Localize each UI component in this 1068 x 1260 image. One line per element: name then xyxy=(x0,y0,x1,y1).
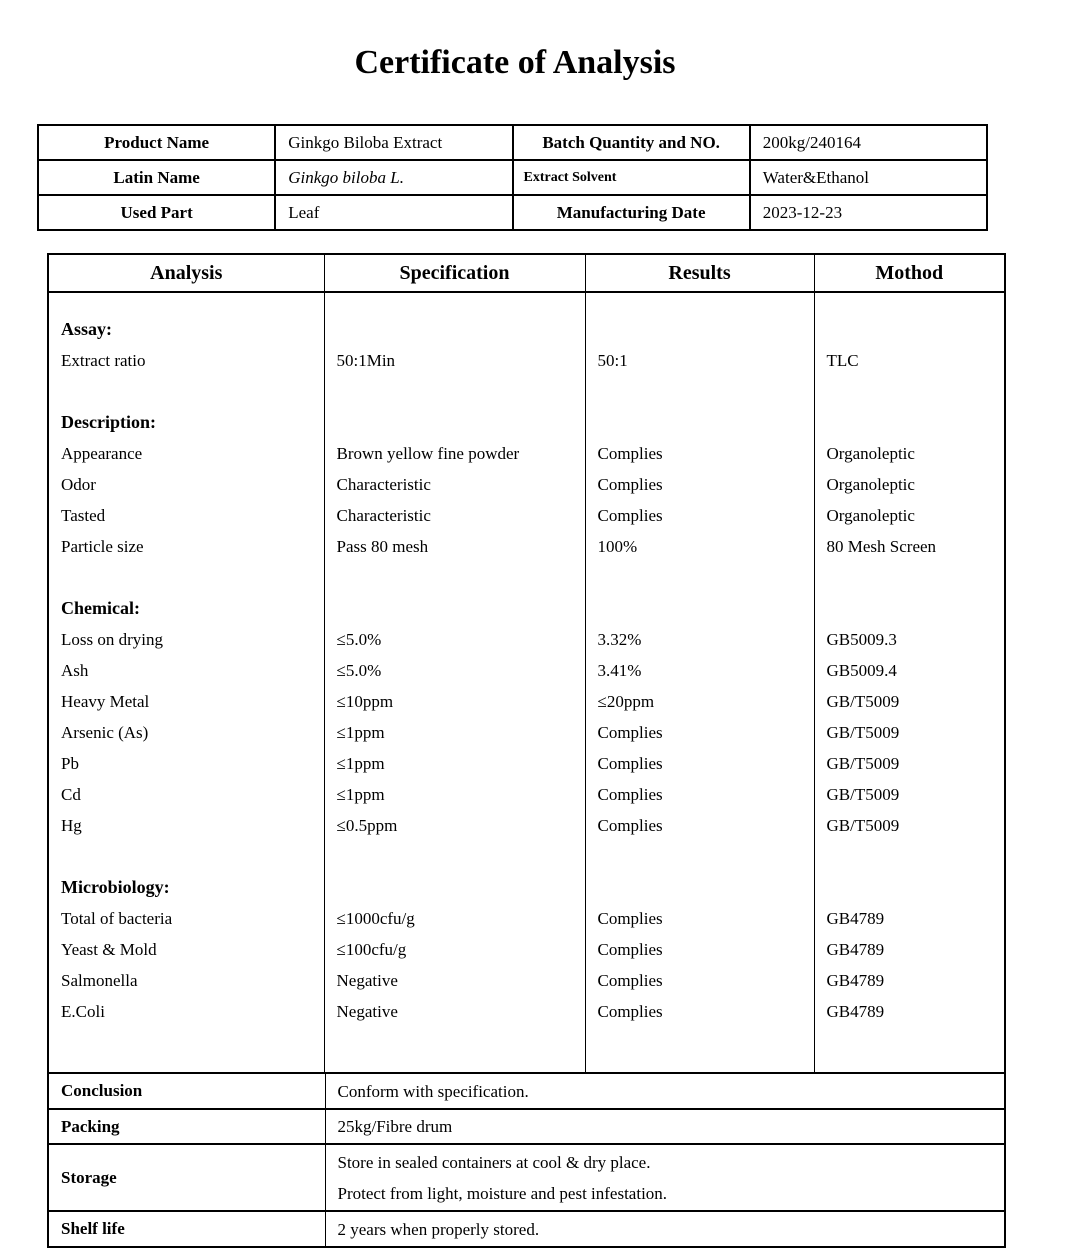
conclusion-row-value xyxy=(325,1073,1004,1109)
table-cell: ≤0.5ppm xyxy=(324,810,585,841)
table-cell: Negative xyxy=(324,996,585,1027)
empty-cell xyxy=(814,593,1004,624)
empty-cell xyxy=(324,376,585,407)
conclusion-row-line: Conform with specification. xyxy=(337,1081,529,1101)
empty-cell xyxy=(324,841,585,872)
empty-cell xyxy=(585,314,814,345)
table-cell: Pass 80 mesh xyxy=(324,531,585,562)
table-cell: Complies xyxy=(585,903,814,934)
table-row xyxy=(49,469,1004,500)
table-row xyxy=(49,810,1004,841)
table-cell: GB5009.4 xyxy=(814,655,1004,686)
empty-cell xyxy=(49,562,324,593)
analysis-header-row xyxy=(49,255,1004,292)
info-label: Product Name xyxy=(38,125,275,160)
table-row xyxy=(49,903,1004,934)
empty-cell xyxy=(814,1027,1004,1072)
spacer-row xyxy=(49,562,1004,593)
empty-cell xyxy=(814,292,1004,314)
empty-cell xyxy=(49,376,324,407)
column-header-results: Results xyxy=(585,255,814,292)
table-cell: Loss on drying xyxy=(61,629,163,649)
empty-cell xyxy=(324,872,585,903)
table-cell: Complies xyxy=(585,438,814,469)
conclusion-row-label: Storage xyxy=(49,1144,325,1211)
page-title: Certificate of Analysis xyxy=(354,44,676,81)
table-cell: Complies xyxy=(585,996,814,1027)
table-cell: 50:1Min xyxy=(324,345,585,376)
conclusion-row-label: Conclusion xyxy=(49,1073,325,1109)
table-cell: Hg xyxy=(61,815,82,835)
spacer-row xyxy=(49,841,1004,872)
table-cell: GB4789 xyxy=(814,965,1004,996)
column-header-specification: Specification xyxy=(324,255,585,292)
table-cell: Total of bacteria xyxy=(61,908,173,928)
table-cell: GB/T5009 xyxy=(814,779,1004,810)
spacer-row xyxy=(49,1027,1004,1072)
table-cell: Arsenic (As) xyxy=(61,722,149,742)
product-info-table xyxy=(37,124,988,231)
empty-cell xyxy=(814,872,1004,903)
table-cell: ≤20ppm xyxy=(585,686,814,717)
empty-cell xyxy=(814,376,1004,407)
table-cell: 50:1 xyxy=(585,345,814,376)
table-cell: 3.32% xyxy=(585,624,814,655)
info-row xyxy=(38,125,987,160)
info-value: 2023-12-23 xyxy=(750,195,987,230)
table-cell: ≤10ppm xyxy=(324,686,585,717)
table-cell: GB/T5009 xyxy=(814,748,1004,779)
spacer-row xyxy=(49,292,1004,314)
table-cell: Appearance xyxy=(61,443,143,463)
conclusion-row-label: Shelf life xyxy=(49,1211,325,1246)
conclusion-row-label: Packing xyxy=(49,1109,325,1144)
info-row xyxy=(38,195,987,230)
column-header-mothod: Mothod xyxy=(814,255,1004,292)
section-label: Assay: xyxy=(61,319,113,339)
section-row xyxy=(49,872,1004,903)
table-cell: 3.41% xyxy=(585,655,814,686)
analysis-table xyxy=(49,255,1004,1072)
table-cell: E.Coli xyxy=(61,1001,105,1021)
empty-cell xyxy=(585,1027,814,1072)
conclusion-row xyxy=(49,1211,1004,1246)
empty-cell xyxy=(324,593,585,624)
table-row xyxy=(49,717,1004,748)
analysis-table-box xyxy=(47,253,1006,1248)
table-row xyxy=(49,655,1004,686)
empty-cell xyxy=(585,376,814,407)
table-cell: Complies xyxy=(585,717,814,748)
info-label: Latin Name xyxy=(38,160,275,195)
empty-cell xyxy=(585,593,814,624)
empty-cell xyxy=(585,841,814,872)
table-cell: ≤100cfu/g xyxy=(324,934,585,965)
empty-cell xyxy=(324,314,585,345)
info-label: Used Part xyxy=(38,195,275,230)
table-cell: GB/T5009 xyxy=(814,810,1004,841)
empty-cell xyxy=(814,314,1004,345)
table-cell: Characteristic xyxy=(324,500,585,531)
conclusion-row-value xyxy=(325,1211,1004,1246)
conclusion-row xyxy=(49,1144,1004,1211)
section-label: Description: xyxy=(61,412,156,432)
table-row xyxy=(49,345,1004,376)
empty-cell xyxy=(324,562,585,593)
product-info-body xyxy=(38,125,987,230)
conclusion-row-line: 2 years when properly stored. xyxy=(337,1219,540,1239)
table-cell: GB4789 xyxy=(814,996,1004,1027)
table-cell: Complies xyxy=(585,469,814,500)
table-cell: Complies xyxy=(585,779,814,810)
table-cell: ≤1000cfu/g xyxy=(324,903,585,934)
info-row xyxy=(38,160,987,195)
table-cell: GB/T5009 xyxy=(814,686,1004,717)
table-cell: ≤1ppm xyxy=(324,779,585,810)
section-row xyxy=(49,314,1004,345)
table-cell: TLC xyxy=(814,345,1004,376)
empty-cell xyxy=(585,872,814,903)
spacer-row xyxy=(49,376,1004,407)
conclusion-row-value xyxy=(325,1109,1004,1144)
section-row xyxy=(49,593,1004,624)
info-label: Extract Solvent xyxy=(513,160,750,195)
info-value: Water&Ethanol xyxy=(750,160,987,195)
info-value: 200kg/240164 xyxy=(750,125,987,160)
table-cell: Tasted xyxy=(61,505,106,525)
table-cell: Organoleptic xyxy=(814,438,1004,469)
table-cell: Complies xyxy=(585,810,814,841)
table-cell: 80 Mesh Screen xyxy=(814,531,1004,562)
empty-cell xyxy=(585,407,814,438)
table-cell: Complies xyxy=(585,965,814,996)
empty-cell xyxy=(585,292,814,314)
table-cell: GB4789 xyxy=(814,903,1004,934)
empty-cell xyxy=(49,292,324,314)
table-row xyxy=(49,500,1004,531)
conclusion-row-line: Protect from light, moisture and pest infestation. xyxy=(337,1183,668,1203)
empty-cell xyxy=(585,562,814,593)
conclusion-row-value xyxy=(325,1144,1004,1211)
table-cell: Brown yellow fine powder xyxy=(324,438,585,469)
info-label: Batch Quantity and NO. xyxy=(513,125,750,160)
section-label: Microbiology: xyxy=(61,877,170,897)
table-cell: Organoleptic xyxy=(814,500,1004,531)
section-row xyxy=(49,407,1004,438)
table-cell: Odor xyxy=(61,474,96,494)
table-cell: Complies xyxy=(585,934,814,965)
empty-cell xyxy=(49,841,324,872)
column-header-analysis: Analysis xyxy=(49,255,324,292)
info-value: Leaf xyxy=(275,195,512,230)
table-cell: Ash xyxy=(61,660,89,680)
table-cell: 100% xyxy=(585,531,814,562)
table-cell: Yeast & Mold xyxy=(61,939,157,959)
empty-cell xyxy=(324,407,585,438)
analysis-table-body xyxy=(49,292,1004,1072)
table-row xyxy=(49,748,1004,779)
conclusion-row xyxy=(49,1073,1004,1109)
table-row xyxy=(49,934,1004,965)
table-cell: Extract ratio xyxy=(61,350,146,370)
table-cell: Heavy Metal xyxy=(61,691,150,711)
table-cell: Complies xyxy=(585,500,814,531)
table-cell: GB4789 xyxy=(814,934,1004,965)
info-label: Manufacturing Date xyxy=(513,195,750,230)
table-cell: Complies xyxy=(585,748,814,779)
table-cell: Salmonella xyxy=(61,970,138,990)
table-row xyxy=(49,686,1004,717)
table-row xyxy=(49,438,1004,469)
empty-cell xyxy=(814,841,1004,872)
table-cell: Characteristic xyxy=(324,469,585,500)
table-cell: ≤5.0% xyxy=(324,624,585,655)
table-row xyxy=(49,531,1004,562)
empty-cell xyxy=(324,292,585,314)
table-cell: Organoleptic xyxy=(814,469,1004,500)
table-cell: Particle size xyxy=(61,536,144,556)
table-cell: Negative xyxy=(324,965,585,996)
empty-cell xyxy=(814,407,1004,438)
conclusion-row-line: Store in sealed containers at cool & dry place. xyxy=(337,1152,651,1172)
section-label: Chemical: xyxy=(61,598,140,618)
conclusion-row-line: 25kg/Fibre drum xyxy=(337,1117,453,1136)
conclusion-row xyxy=(49,1109,1004,1144)
info-value: Ginkgo Biloba Extract xyxy=(275,125,512,160)
table-cell: ≤1ppm xyxy=(324,748,585,779)
info-value: Ginkgo biloba L. xyxy=(275,160,512,195)
conclusion-table-body xyxy=(49,1073,1004,1246)
table-cell: GB/T5009 xyxy=(814,717,1004,748)
empty-cell xyxy=(324,1027,585,1072)
table-cell: Cd xyxy=(61,784,81,804)
table-row xyxy=(49,996,1004,1027)
table-row xyxy=(49,624,1004,655)
empty-cell xyxy=(814,562,1004,593)
table-cell: ≤1ppm xyxy=(324,717,585,748)
table-cell: ≤5.0% xyxy=(324,655,585,686)
conclusion-table xyxy=(49,1072,1004,1246)
empty-cell xyxy=(49,1027,324,1072)
table-cell: GB5009.3 xyxy=(814,624,1004,655)
table-row xyxy=(49,965,1004,996)
table-cell: Pb xyxy=(61,753,79,773)
table-row xyxy=(49,779,1004,810)
